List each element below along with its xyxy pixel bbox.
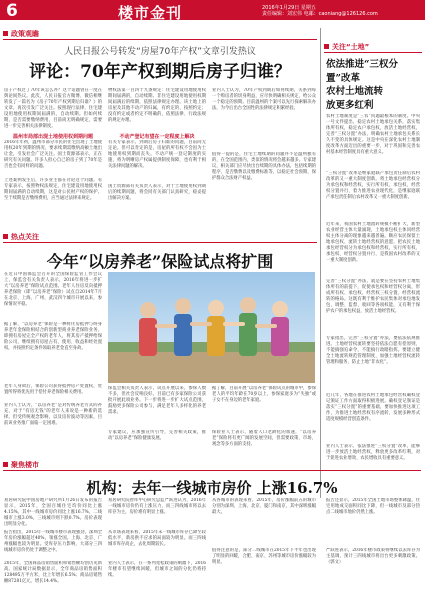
section-bar-label: 热点关注 [11,232,39,241]
article-paragraph: 2015年，全国商品房销售面积和销售额均创历史新高。国家统计局数据显示，全年商品房销售面积128495万平方米，比上年增长6.5%；商品房销售额87281亿元，增长14.4%。 [4,561,102,585]
section-bar-label: 关注“土地” [332,42,370,51]
article-paragraph: 值得一提的是，住宅土地续期的问题并不是温州独有的，在全国范围内，类似的情况将会越来越多。专家建议，相关部门应尽快出台续期的具体办法，包括续期的程序、是否缴费以及缴费标准等，以稳定社会预期，保护群众合法财产权益。 [212,152,316,182]
section-marker-icon [3,462,8,467]
article-paragraph: 业内人士认为，70年产权到期后如何续期，关系到每一个购房者的切身利益，应尽快明确相关规定，给公众一个稳定的预期。目前温州的个案可以先行探索解决办法，为今后出台全国性的法律规定积累经验。 [212,88,316,112]
section-marker-icon [324,44,329,49]
article-paragraph: 国土资源部有关负责人表示，对于土地使用权到期后的续期问题，将会同有关部门认真研究，稳妥提出解决方案。 [108,184,206,202]
article-paragraph: 据了解，目前开展“以房养老”保险试点的城市中，参保老人的平均年龄在70岁以上，参保家庭多为“失独”或子女不在身边的老年家庭。 [212,386,316,404]
article-paragraph: 专家指出，完善“三权分置”办法，要依法依规推进。土地经营权流转要坚持依法自愿有偿原则，不能搞强迫命令，不能搞行政瞎指挥。要建立健全土地流转规范管理制度，加强土地经营权流转管理和服务，防止土地“非农化”。 [326,336,420,366]
article-paragraph: 保险业人士表示，随着人口老龄化的加速，“以房养老”保险将有更广阔的发展空间，但需要政策、市场、观念等多方面的支持。 [212,430,316,448]
article-paragraph: 2016年年初，温州市部分市民的住宅出现了土地使用权20年到期的情况，要求续期需缴纳高额土地出让金，引发社会广泛关注。国土资源部表示，正在研究有关问题。许多人担心自己的房子到了70年是否也会有同样的问题。 [4,140,102,170]
article-paragraph: 近几年，各地在推进农村土地承包经营权确权登记颁证工作方面取得积极进展。确权登记颁证是落实“三权分置”的重要基础，要加快推进这项工作，为推进土地经营权有序流转、发展多种形式适度规模经营创造条件。 [326,393,420,423]
article-paragraph: 从市场表现来看，2015年末一线城市库存已降至较低水平，新房供不应求的局面较为明显。而三四线城市库存高企，去化周期较长。 [108,530,206,548]
subheading: 温州市局部出现土地使用权到期问题 [12,134,93,140]
section-bar-hot [3,232,315,241]
subheading: 不动产登记有望在一定程度上解决 [119,134,195,140]
article-paragraph: 业内人士表示，在一系列宽松政策的刺激下，2016年楼市有望继续回暖，但城市之间的分化仍将持续。 [108,561,206,579]
article-paragraph: 在近日中国保监会召开的全国保险监管工作会议上，保监会有关负责人表示，2016年将进一步扩大“以房养老”保险试点范围。老年人住房反向抵押养老保险（即“以房养老”保险）试点自2014年7月在北京、上海、广州、武汉四个城市开展以来，参保情况平稳。 [4,272,102,308]
article-paragraph: 业内人士认为，“以房养老”是对传统养老方式的补充，对于“有房无钱”的老年人来说是一种新的选择。但受传统观念影响，以及房价波动等因素，目前该业务推广面临一定困难。 [4,403,102,427]
article-paragraph: 老年人身故后，保险公司获得抵押房产处置权，处置所得将优先用于偿付养老保险相关费用。 [4,384,102,396]
section-title: 楼市金刊 [118,4,183,22]
headline: 今年“以房养老”保险试点将扩围 [46,252,274,271]
section-divider [3,242,317,243]
section-divider [324,52,422,53]
article-paragraph: “三权分置”改革是继家庭联产承包责任制后农村改革的又一重大制度创新。将土地承包经营权分为承包权和经营权，实行所有权、承包权、经营权分置并行，着力推进农业现代化，是继家庭联产承包责任制后农村改革又一重大制度创新。 [326,171,420,201]
article-paragraph: 物权法第一百四十九条规定：住宅建设用地使用权期间届满的，自动续期。非住宅建设用地使用权期间届满后的续期，依照法律规定办理。该土地上的房屋及其他不动产的归属，有约定的，按照约定；没有约定或者约定不明确的，依照法律、行政法规的规定办理。 [108,88,206,124]
article-paragraph: 据了解，“以房养老”保险是一种将住房抵押与终身养老年金保险相结合的创新型商业养老保险业务，即拥有房屋完全产权的老年人，将其房产抵押给保险公司，继续拥有房屋占有、使用、收益和经处置权，并按照约定条件领取养老金直至身故。 [4,322,102,352]
article-paragraph: 专家建议，应加强宣传引导，完善相关政策，推动“以房养老”保险健康发展。 [108,430,206,442]
article-paragraph: 易居研究院智库中心研究总监严跃进认为，2016年一线城市房价仍有上涨压力，而三四线城市将以去库存为主，房价难有明显上涨。 [108,498,206,516]
article-paragraph: 农村土地制度是“三农”问题最根本的制度。中央一号文件提出，稳定农村土地承包关系，落实集体所有权，稳定农户承包权，放活土地经营权，完善“三权分置”办法，明确农村土地承包关系长久不变的具体规定。这是中央在深化农村土地制度改革方面迈出的重要一步，对于巩固和完善农村基本经营制度具有重大意义。 [326,114,420,156]
article-paragraph: 业内人士表示，依法推进“三权分置”改革，能够进一步放活土地经营权，释放更多改革红利，对于促进农业增效、农民增收具有重要意义。 [326,444,420,462]
section-divider [3,39,317,40]
article-paragraph: 值得注意的是，部分二线城市在2015年下半年也出现了明显的回暖，合肥、南京、苏州等城市房价涨幅较为明显。 [212,548,316,566]
section-bar-label: 政策观瞻 [11,29,39,38]
article-paragraph: 完善“三权分置”办法，就是要在坚持农村土地集体所有的前提下，促使承包权和经营权分离，形成所有权、承包权、经营权三权分置、经营权流转的格局。这既有利于维护农民集体对承包地发包、调整、监督、收回等各项权能，又有利于保护农户的承包权益，放活土地经营权。 [326,279,420,315]
column-rule [320,28,321,498]
headline: 评论：70年产权到期后房子归谁？ [29,62,291,82]
elderly-people-photo [108,272,315,383]
article-paragraph: 从各城市的表现来看，2015年，房价涨幅前五的城市分别为深圳、上海、北京、厦门和南京，其中深圳涨幅最大。 [212,498,316,516]
sidebar-headline: 依法推进“三权分置”改革 农村土地流转 放更多红利 [326,59,398,111]
article-paragraph: 近年来，我国农村土地流转规模不断扩大，新型农业经营主体大量涌现，土地承包权主体同经营权主体分离的现象越来越普遍。顺应农民保留土地承包权、流转土地经营权的意愿，把农民土地承包经营权分为承包权和经营权，实行所有权、承包权、经营权分置并行，是我国农村改革的又一重大制度创新。 [326,222,420,264]
section-marker-icon [3,31,8,36]
article-paragraph: 易居研究院中国房地产研究所1月26日发布的报告显示，2015年，全国百城住宅均价同比上涨4.15%，其中一线城市房价同比上涨16.7%，二线城市上涨3.0%，三线城市则下跌0.7%。房价表现出明显分化。 [4,498,102,528]
section-bar-market [3,460,315,469]
header-editor: 责任编辑：刘宏伟 电邮：caoniang@126126.com [262,11,378,17]
article-paragraph: 房子产权过了70年该怎么办？这个话题曾在一度在舆论间热议。此次，人民日报官方微博、微信相继转发了一篇名为《房子70年产权到期后归谁？》的文章，再次引发广泛关注。按照现行法律，住宅建设用地使用权期间届满的，自动续期。但如何续期、是否需要缴纳费用，目前尚无明确规定，需要进一步完善相关法律制度。 [4,88,102,130]
kicker: 人民日报公号转发“房屋70年产权”文章引发热议 [64,47,256,57]
page-number: 6 [6,1,18,21]
section-bar-label: 聚焦楼市 [11,460,39,469]
header-date: 2016年1月29日 星期五 [262,5,316,11]
article-paragraph: 报告指出，2015年一线城市楼市表现强劲，深圳全年房价涨幅超过40%，领涨全国。上海、北京、广州涨幅也较为明显。受库存压力影响，大部分三四线城市房价仍处于调整之中。 [4,530,102,554]
article-paragraph: 上述案例发生后，许多业主都在讨论这个问题。有专家表示，按照物权法规定，住宅建设用地使用权期间届满的自动续期，这是对公民财产权的保护。至于续期是否缴纳费用，应当通过法律来规定。 [4,178,102,202]
news-photo [108,272,315,383]
section-bar-land [324,42,422,51]
headline: 机构：去年一线城市房价 上涨16.7% [86,479,338,497]
article-paragraph: 严跃进表示，2016年楼市政策将继续以去库存为主基调，预计三四线城市将出台更多刺激政策。（郭文） [326,548,420,566]
section-divider [3,470,421,471]
article-paragraph: 保监会相关负责人表示，试点开展以来，参保人数不多，但社会反响良好。目前已有多家保险公司获批开展此项业务。下一步将进一步扩大试点范围，鼓励更多保险公司参与，满足老年人多样化的养老需求。 [108,386,206,416]
section-marker-icon [3,234,8,239]
section-bar-policy [3,29,315,38]
article-paragraph: 有关专家表示，到期后房子归谁的问题，目前尚无定论。但可以肯定的是，房屋的所有权不会因为土地使用权到期而丧失。不动产统一登记制度的实施，将为明晰房产权属提供制度保障，也有利于相关法律问题的解决。 [108,140,206,170]
article-paragraph: 报告还显示，2015年全国土地市场整体降温，住宅用地成交面积同比下降，但一线城市及部分热点二线城市地价仍然上涨。 [326,498,420,516]
